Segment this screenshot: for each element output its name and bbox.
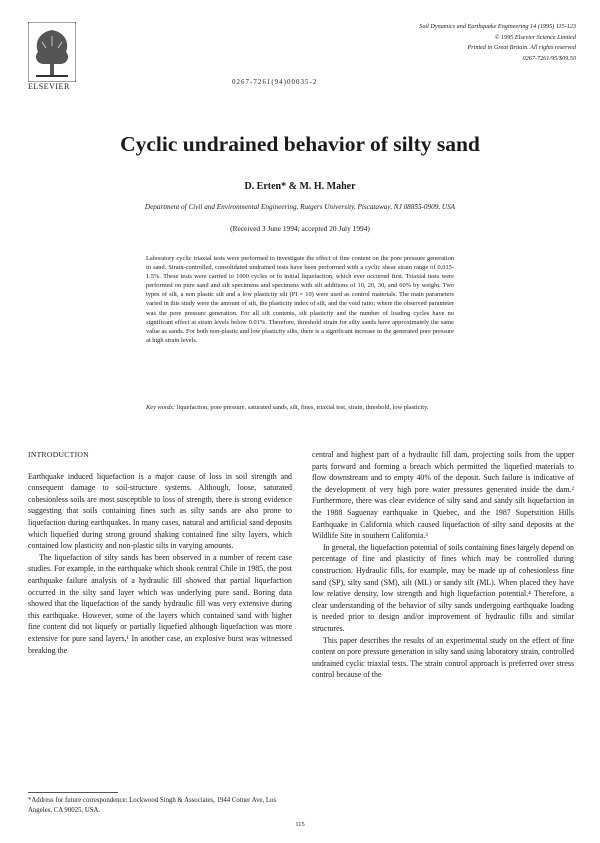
journal-line: © 1995 Elsevier Science Limited [494,33,576,41]
article-code: 0267-7261(94)00035-2 [232,78,318,86]
journal-line: Printed in Great Britain. All rights reserved [467,44,576,51]
body-paragraph: This paper describes the results of an experimental study on the effect of fine content on pore pressure generation in silty sand using laboratory strain, controlled undrained cyclic triaxial tests. The strain control approach is preferred over stress control because of the [312,635,574,680]
publisher-name: ELSEVIER [28,82,70,91]
right-column [312,449,574,681]
authors: D. Erten* & M. H. Maher [244,181,356,192]
journal-info [326,22,576,64]
received-dates: (Received 3 June 1994; accepted 20 July 1994) [230,224,370,233]
page-number: 115 [295,821,305,828]
elsevier-tree-logo [28,22,76,82]
section-heading-introduction: INTRODUCTION [28,450,89,459]
body-paragraph: central and highest part of a hydraulic fill dam, projecting soils from the upper parts forward and forming a breach which permitted the liquefied materials to flow downstream and to empty 40% of the deposit. Such failure is indicative of the development of very high pore water pressures generated inside the dam.² Furthermore, there was clear evidence of silty sand and sandy silt liquefaction in the 1988 Saguenay earthquake in Quebec, and the 1987 Superstition Hills Earthquake in California which caused liquefaction of silty sand deposits at the Wildlife Site in southern California.³ [312,450,574,541]
journal-line: 0267-7261/95/$09.50 [522,54,576,62]
body-paragraph: The liquefaction of silty sands has been observed in a number of recent case studies. For example, in the earthquake which shook central Chile in 1985, the post earthquake failure analysis of a hydraulic fill showed that partial liquefaction occurred in the silty sand layer which was underlying pure sand. Boring data showed that the liquefaction of the sandy hydraulic fill was very extensive during this earthquake. However, some of the layers which contained sand with higher fine content did not liquefy or partially liquefied although liquefaction was more extensive for pure sand layers.¹ In another case, an explosive burst was witnessed breaking the [28,552,292,655]
paper-title: Cyclic undrained behavior of silty sand [120,132,480,156]
journal-line: Soil Dynamics and Earthquake Engineering 14 (1995) 115-123 [419,23,576,30]
footnote-divider [28,792,118,793]
keywords [146,403,454,412]
affiliation: Department of Civil and Environmental Engineering, Rutgers University, Piscataway, NJ 08855-0909, USA [144,203,456,211]
body-paragraph: Earthquake induced liquefaction is a major cause of loss in soil strength and consequent damage to soil-structure systems. Although, loose, saturated cohesionless soils are most susceptible to loss of strength, there is strong evidence suggesting that soils containing fines such as silty sands are also prone to liquefaction during earthquakes. In many cases, natural and artificial sand deposits which liquefied during strong ground shaking contained fine silty layers, which contained low plasticity and non-plastic silts in varying amounts. [28,471,292,551]
abstract: Laboratory cyclic triaxial tests were performed to investigate the effect of fine content on the pore pressure generation in sand. Strain-controlled, consolidated undrained tests have been performed with a cyclic shear strain range of 0.015-1.5%. These tests were carried to 1000 cycles or to initial liquefaction, which ever occurred first. Triaxial tests were performed on pure sand and silt specimens and specimens with silt additions of 10, 20, 30, and 60% by weight. Two types of silt, a non plastic silt and a low plasticity silt (PI = 10) were used as control materials. The main parameters varied in this study were the amount of silt, the plasticity index of silt, and the void ratio; where the observed parameter was the pore pressure generation. For all silt contents, silt plasticity and the number of loading cycles have no significant effect at strain levels below 0.01%. Therefore, threshold strain for silty sands have approximately the same value as sands. For both non-plastic and low plasticity silts, there is a significant increase in the generated pore pressure at high strain levels. [146,255,454,344]
left-column [28,449,292,656]
keywords-label: Key words: [146,404,176,411]
body-paragraph: In general, the liquefaction potential of soils containing fines largely depend on percentage of fine and plasticity of fines which may be controlled during construction. Hydraulic fills, for example, may be made up of cohesionless fine sand (SP), silty sand (SM), silt (ML) or sandy silt (ML). When placed they have low relative density, low strength and high liquefaction potential.⁴ Therefore, a clear understanding of the behavior of silty sands undergoing earthquake loading is needed prior to design and/or improvement of hydraulic fills and similar structures. [312,542,574,633]
footnote: *Address for future correspondence: Lockwood Singh & Associates, 1944 Cotner Ave, Los Angeles, CA 90025, USA. [28,797,277,814]
keywords-text: liquefaction, pore pressure, saturated sands, silt, fines, triaxial test, strain, threshold, low plasticity. [176,404,429,411]
